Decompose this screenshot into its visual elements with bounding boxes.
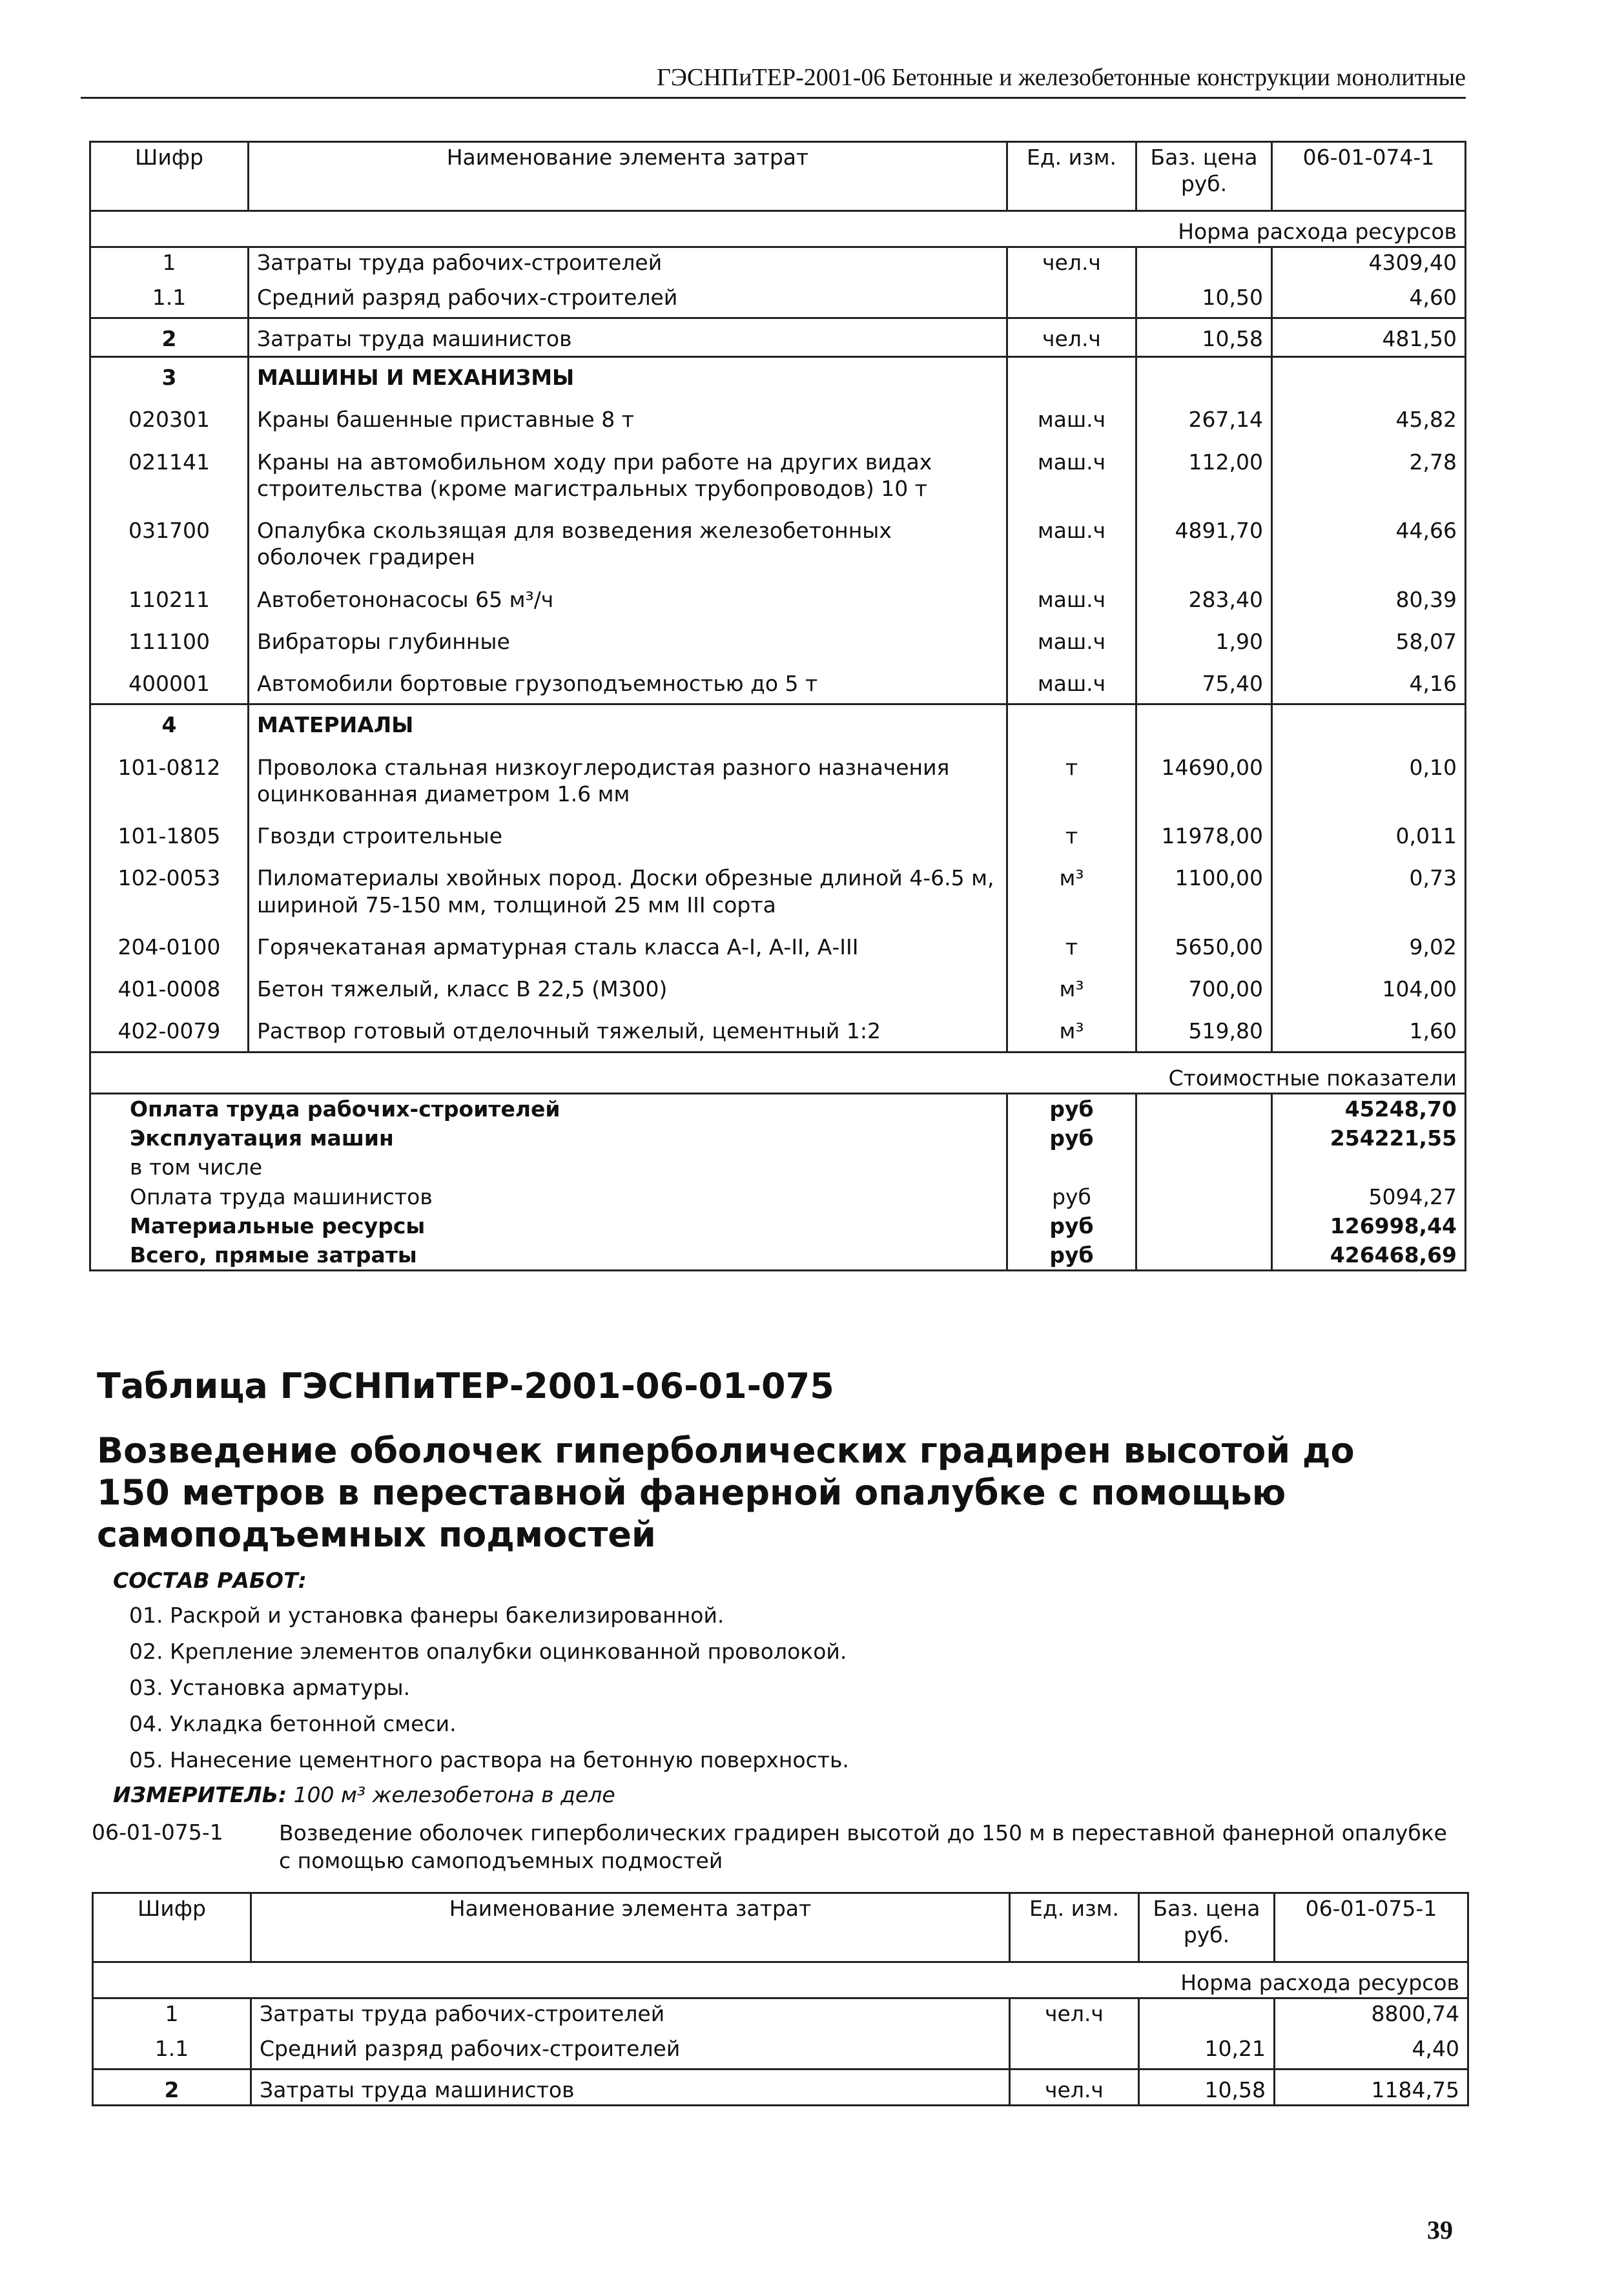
cost-price <box>1136 1182 1272 1211</box>
table-header-row <box>93 1893 1468 1962</box>
resource-table-1 <box>89 141 1466 1271</box>
row-name: Горячекатаная арматурная сталь класса А-I, А-II, А-III <box>249 919 1007 961</box>
col-price-header: Баз. цена руб. <box>1136 142 1272 211</box>
cost-unit: руб <box>1007 1124 1136 1153</box>
page-number: 39 <box>1427 2215 1453 2244</box>
work-item: 05. Нанесение цементного раствора на бетонную поверхность. <box>129 1747 849 1772</box>
table-row <box>90 919 1466 961</box>
row-value: 9,02 <box>1272 919 1466 961</box>
row-unit: маш.ч <box>1007 656 1136 704</box>
work-item: 04. Укладка бетонной смеси. <box>129 1711 457 1736</box>
row-code: 031700 <box>90 503 249 572</box>
measure-value: 100 м³ железобетона в деле <box>293 1782 615 1807</box>
row-price: 11978,00 <box>1136 808 1272 850</box>
cost-row <box>90 1093 1466 1124</box>
row-value: 481,50 <box>1272 318 1466 356</box>
cost-row <box>90 1182 1466 1211</box>
row-code: 204-0100 <box>90 919 249 961</box>
cost-unit <box>1007 1153 1136 1182</box>
table-row <box>90 278 1466 318</box>
cost-value <box>1272 1153 1466 1182</box>
row-code: 1 <box>90 247 249 278</box>
row-code: 2 <box>90 318 249 356</box>
work-item: 01. Раскрой и установка фанеры бакелизированной. <box>129 1603 725 1628</box>
cost-price <box>1136 1153 1272 1182</box>
row-name: Затраты труда машинистов <box>249 318 1007 356</box>
row-name: Средний разряд рабочих-строителей <box>249 278 1007 318</box>
work-item: 03. Установка арматуры. <box>129 1675 411 1700</box>
row-unit: чел.ч <box>1007 318 1136 356</box>
row-unit: м³ <box>1007 961 1136 1003</box>
row-price: 1100,00 <box>1136 850 1272 919</box>
table-row <box>90 656 1466 704</box>
row-value: 8800,74 <box>1275 1998 1468 2029</box>
row-value <box>1272 357 1466 393</box>
row-value: 0,011 <box>1272 808 1466 850</box>
row-code: 401-0008 <box>90 961 249 1003</box>
row-code: 2 <box>93 2069 251 2105</box>
table-row <box>90 808 1466 850</box>
row-unit: т <box>1007 919 1136 961</box>
row-value: 4,16 <box>1272 656 1466 704</box>
row-price <box>1136 704 1272 740</box>
row-name: Средний разряд рабочих-строителей <box>251 2029 1010 2069</box>
row-value: 4,40 <box>1275 2029 1468 2069</box>
row-name: Опалубка скользящая для возведения железобетонных оболочек градирен <box>249 503 1007 572</box>
row-price <box>1136 357 1272 393</box>
row-code: 1.1 <box>90 278 249 318</box>
row-price: 75,40 <box>1136 656 1272 704</box>
row-price: 700,00 <box>1136 961 1272 1003</box>
row-value: 45,82 <box>1272 392 1466 434</box>
table-row <box>90 435 1466 504</box>
table-subtitle-line-3: самоподъемных подмостей <box>97 1514 656 1555</box>
cost-name: Оплата труда рабочих-строителей <box>90 1093 1007 1124</box>
col-id-header: 06-01-075-1 <box>1275 1893 1468 1962</box>
row-name: Затраты труда машинистов <box>251 2069 1010 2105</box>
cost-row <box>90 1153 1466 1182</box>
table-row <box>90 503 1466 572</box>
row-unit: чел.ч <box>1007 247 1136 278</box>
row-code: 021141 <box>90 435 249 504</box>
row-unit: маш.ч <box>1007 503 1136 572</box>
cost-label: Стоимостные показатели <box>90 1052 1466 1093</box>
row-value: 0,10 <box>1272 740 1466 809</box>
cost-row <box>90 1124 1466 1153</box>
cost-unit: руб <box>1007 1240 1136 1271</box>
norm-label: Норма расхода ресурсов <box>93 1962 1468 1998</box>
table-row <box>90 572 1466 614</box>
table-row <box>93 2069 1468 2105</box>
row-price: 283,40 <box>1136 572 1272 614</box>
row-code: 4 <box>90 704 249 740</box>
row-unit: маш.ч <box>1007 572 1136 614</box>
cost-unit: руб <box>1007 1093 1136 1124</box>
table-row <box>90 961 1466 1003</box>
row-name: Гвозди строительные <box>249 808 1007 850</box>
row-price: 5650,00 <box>1136 919 1272 961</box>
row-unit: м³ <box>1007 1003 1136 1052</box>
cost-unit: руб <box>1007 1211 1136 1240</box>
row-name: МАШИНЫ И МЕХАНИЗМЫ <box>249 357 1007 393</box>
row-name: Вибраторы глубинные <box>249 614 1007 656</box>
col-price-header: Баз. цена руб. <box>1139 1893 1275 1962</box>
table-row <box>90 614 1466 656</box>
cost-name: в том числе <box>90 1153 1007 1182</box>
row-price: 4891,70 <box>1136 503 1272 572</box>
norm-label: Норма расхода ресурсов <box>90 211 1466 247</box>
norm-label-row <box>93 1962 1468 1998</box>
row-price: 10,58 <box>1136 318 1272 356</box>
table-row <box>93 2029 1468 2069</box>
row-price: 10,50 <box>1136 278 1272 318</box>
row-price: 267,14 <box>1136 392 1272 434</box>
row-name: Бетон тяжелый, класс В 22,5 (М300) <box>249 961 1007 1003</box>
norm-label-row <box>90 211 1466 247</box>
row-name: Затраты труда рабочих-строителей <box>251 1998 1010 2029</box>
cost-price <box>1136 1240 1272 1271</box>
row-unit: т <box>1007 740 1136 809</box>
table-row <box>90 247 1466 278</box>
row-name: Затраты труда рабочих-строителей <box>249 247 1007 278</box>
row-price: 10,21 <box>1139 2029 1275 2069</box>
cost-unit: руб <box>1007 1182 1136 1211</box>
table-row <box>90 392 1466 434</box>
row-unit <box>1007 357 1136 393</box>
norm-description: Возведение оболочек гиперболических градирен высотой до 150 м в переставной фанерной опалубке с помощью самоподъемных подмостей <box>279 1820 1447 1873</box>
row-name: МАТЕРИАЛЫ <box>249 704 1007 740</box>
row-value: 4,60 <box>1272 278 1466 318</box>
col-unit-header: Ед. изм. <box>1010 1893 1139 1962</box>
row-code: 111100 <box>90 614 249 656</box>
row-unit: чел.ч <box>1010 2069 1139 2105</box>
table-subtitle-line-1: Возведение оболочек гиперболических градирен высотой до <box>97 1430 1355 1471</box>
row-unit: маш.ч <box>1007 392 1136 434</box>
row-price: 112,00 <box>1136 435 1272 504</box>
row-code: 1 <box>93 1998 251 2029</box>
col-name-header: Наименование элемента затрат <box>251 1893 1010 1962</box>
table-row <box>93 1998 1468 2029</box>
cost-value: 5094,27 <box>1272 1182 1466 1211</box>
col-code-header: Шифр <box>90 142 249 211</box>
row-value <box>1272 704 1466 740</box>
section-row <box>90 704 1466 740</box>
cost-price <box>1136 1093 1272 1124</box>
row-value: 104,00 <box>1272 961 1466 1003</box>
row-unit: маш.ч <box>1007 614 1136 656</box>
row-code: 400001 <box>90 656 249 704</box>
table-header-row <box>90 142 1466 211</box>
row-unit <box>1010 2029 1139 2069</box>
row-code: 020301 <box>90 392 249 434</box>
row-value: 80,39 <box>1272 572 1466 614</box>
row-value: 1184,75 <box>1275 2069 1468 2105</box>
cost-row <box>90 1240 1466 1271</box>
row-name: Автомобили бортовые грузоподъемностью до 5 т <box>249 656 1007 704</box>
cost-name: Оплата труда машинистов <box>90 1182 1007 1211</box>
row-code: 3 <box>90 357 249 393</box>
running-header: ГЭСНПиТЕР-2001-06 Бетонные и железобетонные конструкции монолитные <box>81 63 1466 99</box>
cost-name: Материальные ресурсы <box>90 1211 1007 1240</box>
table-row <box>90 1003 1466 1052</box>
row-code: 1.1 <box>93 2029 251 2069</box>
table-row <box>90 318 1466 356</box>
measure-line <box>113 1782 615 1807</box>
row-unit <box>1007 278 1136 318</box>
row-price: 519,80 <box>1136 1003 1272 1052</box>
cost-value: 126998,44 <box>1272 1211 1466 1240</box>
cost-label-row <box>90 1052 1466 1093</box>
row-code: 101-1805 <box>90 808 249 850</box>
col-name-header: Наименование элемента затрат <box>249 142 1007 211</box>
work-item: 02. Крепление элементов опалубки оцинкованной проволокой. <box>129 1639 847 1664</box>
row-name: Краны башенные приставные 8 т <box>249 392 1007 434</box>
table-row <box>90 740 1466 809</box>
row-value: 4309,40 <box>1272 247 1466 278</box>
row-name: Раствор готовый отделочный тяжелый, цементный 1:2 <box>249 1003 1007 1052</box>
row-name: Автобетононасосы 65 м³/ч <box>249 572 1007 614</box>
col-unit-header: Ед. изм. <box>1007 142 1136 211</box>
cost-value: 254221,55 <box>1272 1124 1466 1153</box>
row-code: 110211 <box>90 572 249 614</box>
row-price <box>1136 247 1272 278</box>
col-code-header: Шифр <box>93 1893 251 1962</box>
cost-row <box>90 1211 1466 1240</box>
row-value: 44,66 <box>1272 503 1466 572</box>
cost-price <box>1136 1211 1272 1240</box>
row-name: Краны на автомобильном ходу при работе на других видах строительства (кроме магистральных трубопроводов) 10 т <box>249 435 1007 504</box>
row-name: Пиломатериалы хвойных пород. Доски обрезные длиной 4-6.5 м, шириной 75-150 мм, толщиной 25 мм III сорта <box>249 850 1007 919</box>
row-code: 101-0812 <box>90 740 249 809</box>
cost-value: 45248,70 <box>1272 1093 1466 1124</box>
row-unit: маш.ч <box>1007 435 1136 504</box>
row-code: 402-0079 <box>90 1003 249 1052</box>
row-value: 2,78 <box>1272 435 1466 504</box>
cost-price <box>1136 1124 1272 1153</box>
col-id-header: 06-01-074-1 <box>1272 142 1466 211</box>
measure-label: ИЗМЕРИТЕЛЬ: <box>113 1782 287 1807</box>
row-unit <box>1007 704 1136 740</box>
row-unit: чел.ч <box>1010 1998 1139 2029</box>
norm-code: 06-01-075-1 <box>92 1820 223 1845</box>
table-subtitle-line-2: 150 метров в переставной фанерной опалубке с помощью <box>97 1472 1286 1513</box>
row-price: 1,90 <box>1136 614 1272 656</box>
section-row <box>90 357 1466 393</box>
row-unit: т <box>1007 808 1136 850</box>
row-price: 10,58 <box>1139 2069 1275 2105</box>
row-price: 14690,00 <box>1136 740 1272 809</box>
cost-name: Эксплуатация машин <box>90 1124 1007 1153</box>
resource-table-2 <box>92 1892 1469 2106</box>
row-value: 1,60 <box>1272 1003 1466 1052</box>
row-price <box>1139 1998 1275 2029</box>
cost-value: 426468,69 <box>1272 1240 1466 1271</box>
row-value: 0,73 <box>1272 850 1466 919</box>
row-value: 58,07 <box>1272 614 1466 656</box>
work-composition-label: СОСТАВ РАБОТ: <box>113 1568 307 1593</box>
row-unit: м³ <box>1007 850 1136 919</box>
row-code: 102-0053 <box>90 850 249 919</box>
table-row <box>90 850 1466 919</box>
row-name: Проволока стальная низкоуглеродистая разного назначения оцинкованная диаметром 1.6 мм <box>249 740 1007 809</box>
cost-name: Всего, прямые затраты <box>90 1240 1007 1271</box>
table-title: Таблица ГЭСНПиТЕР-2001-06-01-075 <box>97 1366 834 1406</box>
